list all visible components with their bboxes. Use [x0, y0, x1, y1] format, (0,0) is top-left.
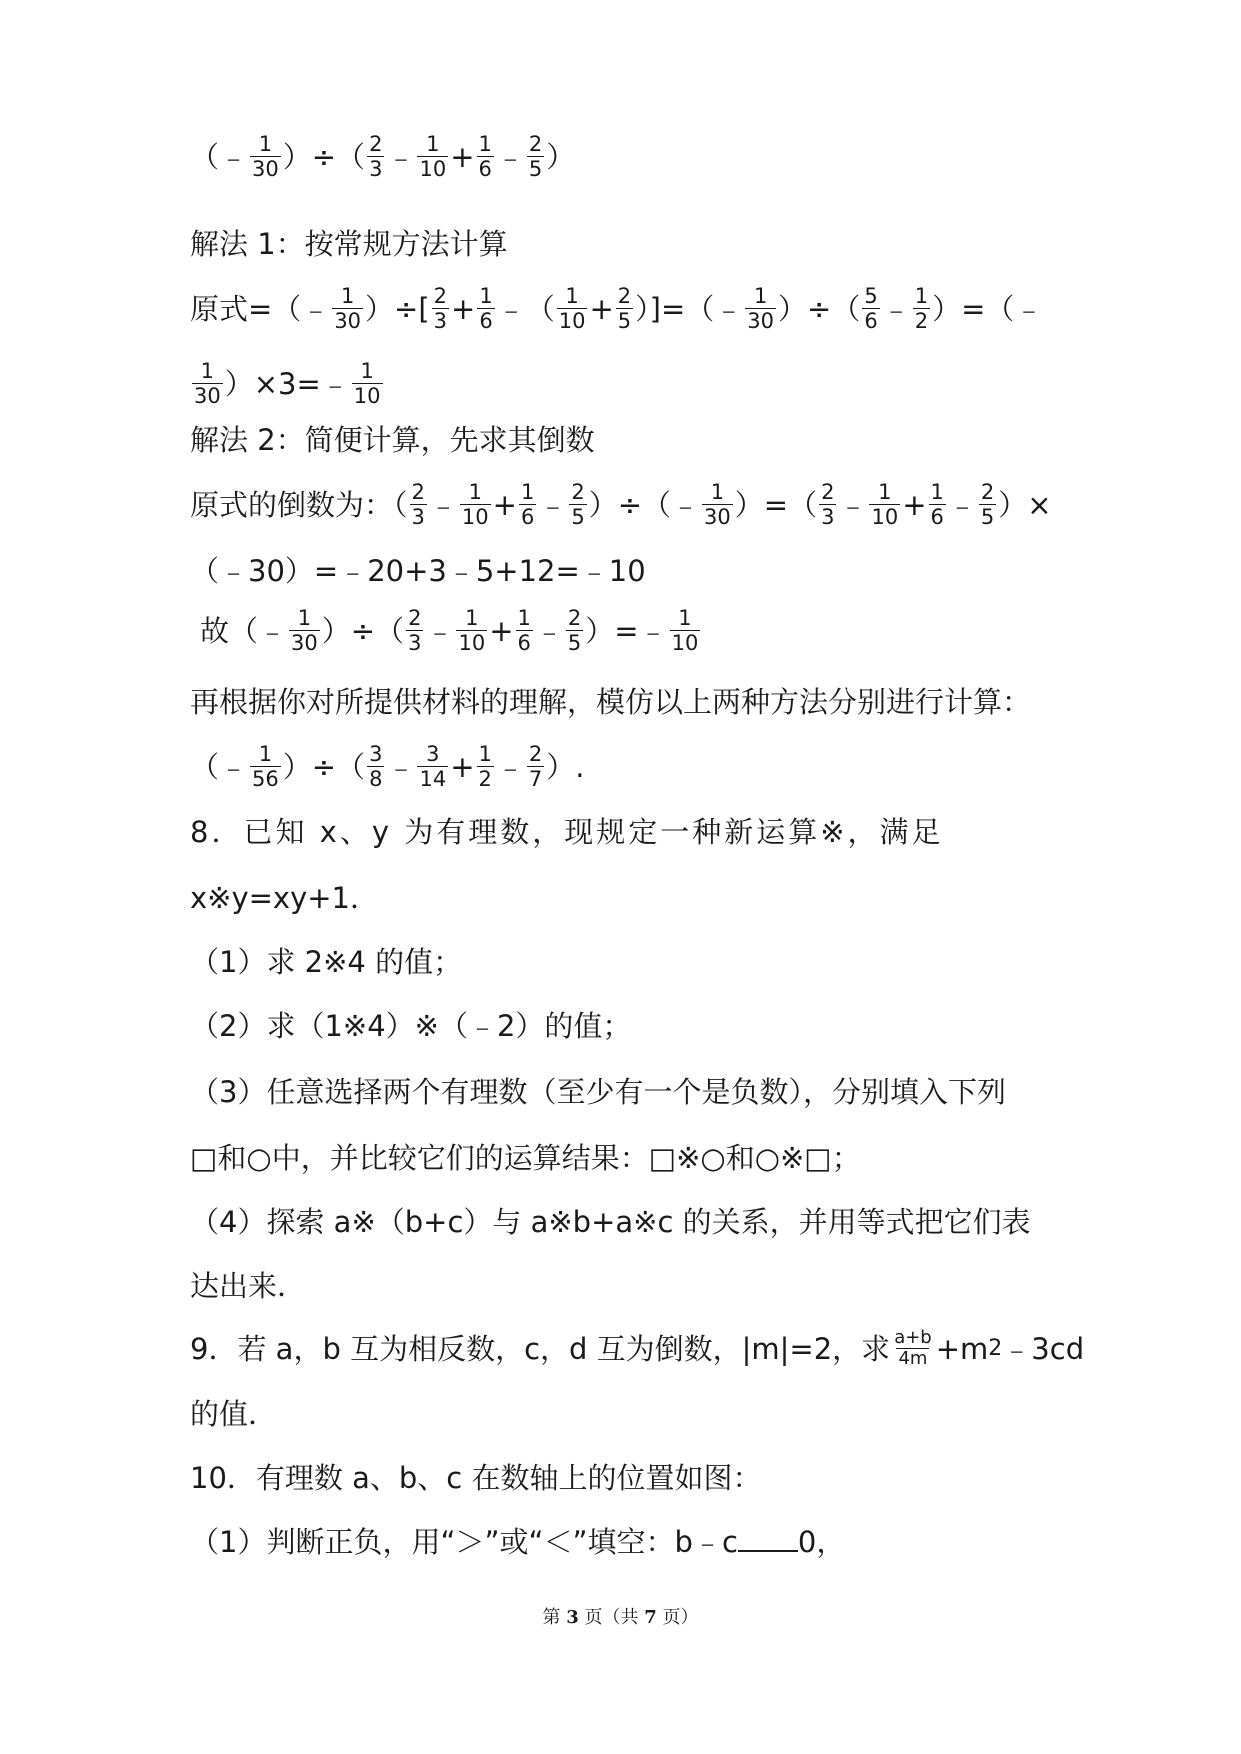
q10-line1: 10．有理数 a、b、c 在数轴上的位置如图：	[190, 1461, 762, 1495]
text: 第	[542, 1607, 561, 1628]
fraction-1-10: $\frac{1}{10}$	[419, 132, 447, 181]
fraction-1-2: $\frac{1}{2}$	[478, 742, 492, 791]
fraction-1-2: $\frac{1}{2}$	[914, 284, 929, 333]
q8-line2: x※y=xy+1．	[190, 881, 379, 915]
q8-part4-line2: 达出来．	[190, 1269, 307, 1303]
imitate-expression	[190, 742, 584, 791]
total-pages: 7	[644, 1607, 657, 1628]
method1-title: 解法 1：按常规方法计算	[190, 227, 508, 261]
fraction-2-3: $\frac{2}{3}$	[821, 480, 835, 529]
fraction-1-10: $\frac{1}{10}$	[558, 284, 586, 333]
minus-sign: ﹣	[881, 291, 911, 326]
minus-sign: ﹣	[425, 613, 455, 648]
fraction-1-10: $\frac{1}{10}$	[871, 480, 899, 529]
fraction-2-5: $\frac{2}{5}$	[571, 480, 585, 529]
q9-line1	[190, 1328, 1084, 1369]
method1-line1	[190, 284, 1043, 333]
text: ）÷（﹣	[588, 487, 701, 522]
text: ）÷（	[778, 291, 861, 326]
page-footer	[0, 1603, 1241, 1629]
fraction-1-30: $\frac{1}{30}$	[704, 480, 731, 529]
minus-sign: ﹣	[495, 749, 525, 784]
fraction-1-10: $\frac{1}{10}$	[353, 359, 381, 408]
method2-line2: （﹣30）=﹣20+3﹣5+12=﹣10	[190, 554, 646, 588]
plus-sign: +	[902, 487, 927, 522]
text: 页）	[662, 1607, 699, 1628]
fraction-1-10: $\frac{1}{10}$	[671, 606, 699, 655]
text: 故（﹣	[200, 613, 288, 648]
plus-sign: +	[450, 139, 475, 174]
text: 0，	[797, 1525, 846, 1559]
fraction-3-14: $\frac{3}{14}$	[419, 742, 447, 791]
fraction-1-6: $\frac{1}{6}$	[930, 480, 944, 529]
text: ﹣3cd	[1002, 1331, 1085, 1366]
fraction-2-3: $\frac{2}{3}$	[433, 284, 448, 333]
fraction-2-5: $\frac{2}{5}$	[980, 480, 995, 529]
fraction-2-5: $\frac{2}{5}$	[528, 132, 543, 181]
plus-sign: +	[450, 749, 475, 784]
minus-sign: ﹣	[428, 487, 458, 522]
text: ）=（﹣	[932, 291, 1044, 326]
minus-sign: ﹣	[534, 613, 564, 648]
minus-sign: ﹣	[386, 139, 416, 174]
fraction-2-3: $\frac{2}{3}$	[411, 480, 425, 529]
q8-part4-line1: （4）探索 a※（b+c）与 a※b+a※c 的关系，并用等式把它们表	[190, 1205, 1031, 1239]
fraction-2-3: $\frac{2}{3}$	[408, 606, 422, 655]
text: ）÷[	[365, 291, 430, 326]
minus-sign: ﹣	[538, 487, 568, 522]
text: ）×	[998, 487, 1052, 522]
div-sign: ）÷（	[321, 613, 405, 648]
div-sign: ）÷（	[282, 139, 366, 174]
fraction-2-5: $\frac{2}{5}$	[617, 284, 632, 333]
plus-sign: +	[589, 291, 614, 326]
exponent: 2	[988, 1335, 1003, 1361]
fraction-1-30: $\frac{1}{30}$	[291, 606, 318, 655]
text: 原式的倒数为：（	[190, 487, 408, 522]
paren-open: （﹣	[190, 749, 249, 784]
paren-open: （﹣	[190, 139, 249, 174]
plus-sign: +	[489, 613, 514, 648]
fraction-1-10: $\frac{1}{10}$	[458, 606, 486, 655]
q8-part3-line1: （3）任意选择两个有理数（至少有一个是负数），分别填入下列	[190, 1075, 1006, 1109]
method1-line2	[190, 348, 385, 408]
minus-sign: ﹣	[386, 749, 416, 784]
fraction-3-8: $\frac{3}{8}$	[369, 742, 383, 791]
plus-sign: +	[451, 291, 476, 326]
minus-sign: ﹣	[838, 487, 868, 522]
text: ）.	[546, 749, 585, 784]
paren-close: ）	[546, 139, 576, 174]
text: |m|=2，求	[741, 1331, 891, 1366]
method2-title: 解法 2：简便计算，先求其倒数	[190, 423, 595, 457]
plus-sign: +	[492, 487, 517, 522]
text: （1）判断正负，用“＞”或“＜”填空：b﹣c	[190, 1525, 738, 1559]
fraction-1-6: $\frac{1}{6}$	[520, 480, 535, 529]
text: ）=﹣	[585, 613, 668, 648]
text: 页（共	[584, 1607, 639, 1628]
fraction-1-56: $\frac{1}{56}$	[252, 742, 279, 791]
fraction-1-6: $\frac{1}{6}$	[517, 606, 531, 655]
fraction-2-3: $\frac{2}{3}$	[369, 132, 383, 181]
answer-blank[interactable]	[738, 1522, 798, 1552]
fraction-1-10: $\frac{1}{10}$	[461, 480, 489, 529]
q8-part3-line2: □和○中，并比较它们的运算结果：□※○和○※□；	[190, 1141, 861, 1175]
text: 9．若 a，b 互为相反数，c，d 互为倒数，	[190, 1331, 742, 1366]
fraction-2-7: $\frac{2}{7}$	[528, 742, 543, 791]
fraction-1-6: $\frac{1}{6}$	[478, 132, 492, 181]
fraction-5-6: $\frac{5}{6}$	[864, 284, 878, 333]
text: +m	[935, 1331, 989, 1366]
q8-part1: （1）求 2※4 的值；	[190, 945, 463, 979]
minus-sign: ﹣	[495, 139, 525, 174]
fraction-1-30: $\frac{1}{30}$	[194, 359, 221, 408]
text: ）×3=﹣	[224, 366, 350, 401]
fraction-1-30: $\frac{1}{30}$	[252, 132, 279, 181]
fraction-2-5: $\frac{2}{5}$	[567, 606, 582, 655]
div-sign: ）÷（	[282, 749, 366, 784]
problem7-expression	[190, 132, 575, 181]
q8-line1: 8．已知 x、y 为有理数，现规定一种新运算※，满足	[190, 815, 944, 849]
fraction-1-30: $\frac{1}{30}$	[334, 284, 362, 333]
text: 原式=（﹣	[190, 291, 331, 326]
fraction-1-30: $\frac{1}{30}$	[747, 284, 775, 333]
q9-line2: 的值．	[190, 1397, 278, 1431]
imitate-instruction: 再根据你对所提供材料的理解，模仿以上两种方法分别进行计算：	[190, 685, 1032, 719]
text: ﹣（	[496, 291, 555, 326]
page-number: 3	[566, 1607, 579, 1628]
method2-conclusion	[200, 606, 702, 655]
q10-part1	[190, 1522, 845, 1562]
fraction-1-6: $\frac{1}{6}$	[479, 284, 493, 333]
method2-line1	[190, 480, 1052, 529]
text: ）]=（﹣	[635, 291, 744, 326]
minus-sign: ﹣	[947, 487, 977, 522]
q8-part2: （2）求（1※4）※（﹣2）的值；	[190, 1009, 632, 1043]
fraction-a-plus-b-over-4m: $\frac{a+b}{4m}$	[894, 1327, 932, 1369]
text: ）=（	[734, 487, 818, 522]
